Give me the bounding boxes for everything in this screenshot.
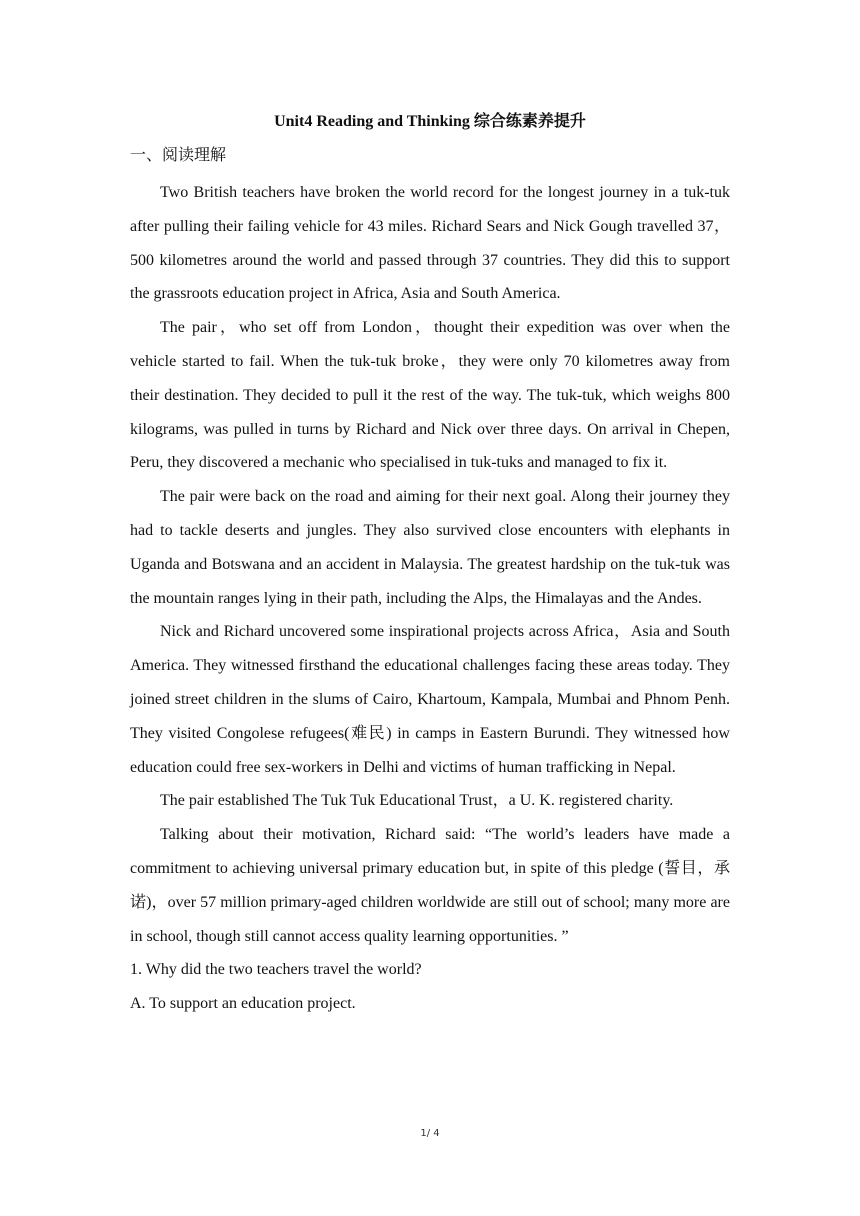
paragraph: The pair established The Tuk Tuk Educational Trust，a U. K. registered charity. [160, 792, 674, 810]
paragraph: The pair were back on the road and aiming for their next goal. Along their journey they had to tackle deserts and jungles. They also survived close encounters with elephants in Uganda and Botswana and an accident in Malaysia. The greatest hardship on the tuk-tuk was the mountain ranges lying in their path, including the Alps, the Himalayas and the Andes. [130, 488, 730, 607]
paragraph: The pair，who set off from London，thought their expedition was over when the vehicle started to fail. When the tuk-tuk broke，they were only 70 kilometres away from their destination. They decided to pull it the rest of the way. The tuk-tuk, which weighs 800 kilograms, was pulled in turns by Richard and Nick over three days. On arrival in Chepen, Peru, they discovered a mechanic who specialised in tuk-tuks and managed to fix it. [130, 319, 730, 472]
question-text: 1. Why did the two teachers travel the world? [130, 961, 422, 979]
section-heading: 一、阅读理解 [130, 147, 227, 164]
paragraph: Talking about their motivation, Richard said: “The world’s leaders have made a commitment to achieving universal primary education but, in spite of this pledge (誓目，承诺)，over 57 million primary-aged children worldwide are still out of school; many more are in school, though still cannot access quality learning opportunities. ” [130, 826, 730, 945]
page-number: 1/ 4 [420, 1128, 440, 1139]
paragraph: Nick and Richard uncovered some inspirational projects across Africa，Asia and South America. They witnessed firsthand the educational challenges facing these areas today. They joined street children in the slums of Cairo, Khartoum, Kampala, Mumbai and Phnom Penh. They visited Congolese refugees(难民) in camps in Eastern Burundi. They witnessed how education could free sex-workers in Delhi and victims of human trafficking in Nepal. [130, 623, 730, 776]
answer-option-a: A. To support an education project. [130, 995, 356, 1013]
paragraph: Two British teachers have broken the world record for the longest journey in a tuk-tuk after pulling their failing vehicle for 43 miles. Richard Sears and Nick Gough travelled 37，500 kilometres around the world and passed through 37 countries. They did this to support the grassroots education project in Africa, Asia and South America. [130, 184, 730, 303]
document-title: Unit4 Reading and Thinking 综合练素养提升 [274, 113, 586, 130]
document-body [130, 176, 730, 1021]
